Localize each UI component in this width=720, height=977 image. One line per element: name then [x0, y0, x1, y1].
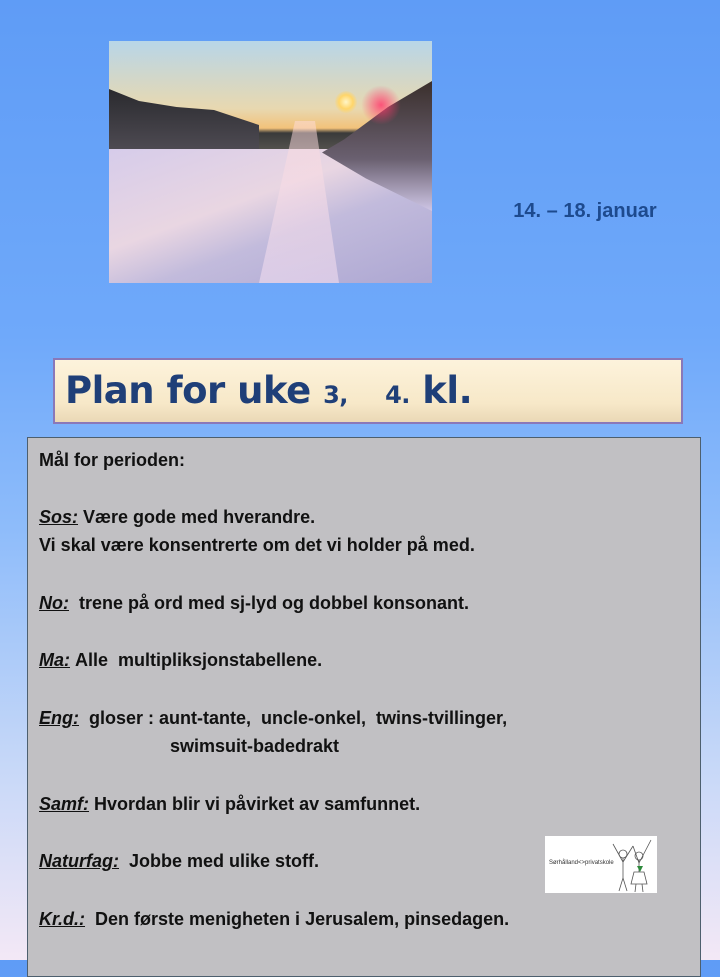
goal-naturfag [39, 851, 319, 872]
logo-text: Sørhålland<>privatskole [549, 860, 614, 866]
goal-text: Jobbe med ulike stoff. [129, 851, 320, 871]
children-figures-icon [607, 836, 657, 893]
lens-flare [361, 85, 401, 125]
goal-text: Hvordan blir vi påvirket av samfunnet. [94, 794, 421, 814]
subject-label: Kr.d.: [39, 909, 86, 929]
title-main: Plan for uke [65, 369, 311, 412]
goal-ma [39, 650, 322, 671]
goal-text: Alle multipliksjonstabellene. [75, 650, 323, 670]
subject-label: Naturfag: [39, 851, 119, 871]
sun [335, 91, 357, 113]
subject-label: Samf: [39, 794, 90, 814]
title-grade: 4. [385, 381, 410, 409]
goal-no [39, 593, 469, 614]
subject-label: Ma: [39, 650, 70, 670]
goal-text: trene på ord med sj-lyd og dobbel konsonant. [79, 593, 470, 613]
goal-text: Være gode med hverandre. [83, 507, 316, 527]
goal-krd [39, 909, 509, 930]
goal-text: gloser : aunt-tante, uncle-onkel, twins-tvillinger, [89, 708, 508, 728]
subject-label: No: [39, 593, 69, 613]
subject-label: Eng: [39, 708, 79, 728]
title-banner [53, 358, 683, 424]
date-range: 14. – 18. januar [513, 200, 657, 222]
goal-sos [39, 507, 315, 528]
title-week: 3, [323, 381, 348, 409]
goal-eng-2: swimsuit-badedrakt [170, 736, 340, 756]
goal-text: Den første menigheten i Jerusalem, pinsedagen. [95, 909, 510, 929]
goals-panel [27, 437, 701, 977]
page-title [65, 369, 472, 412]
school-logo [545, 836, 657, 893]
goals-heading: Mål for perioden: [39, 450, 186, 470]
winter-sunset-photo [109, 41, 432, 283]
goal-samf [39, 794, 420, 815]
goal-eng [39, 708, 507, 729]
subject-label: Sos: [39, 507, 79, 527]
title-suffix: kl. [422, 369, 473, 412]
goal-sos-2: Vi skal være konsentrerte om det vi holder på med. [39, 535, 475, 555]
hill-left [109, 89, 259, 149]
